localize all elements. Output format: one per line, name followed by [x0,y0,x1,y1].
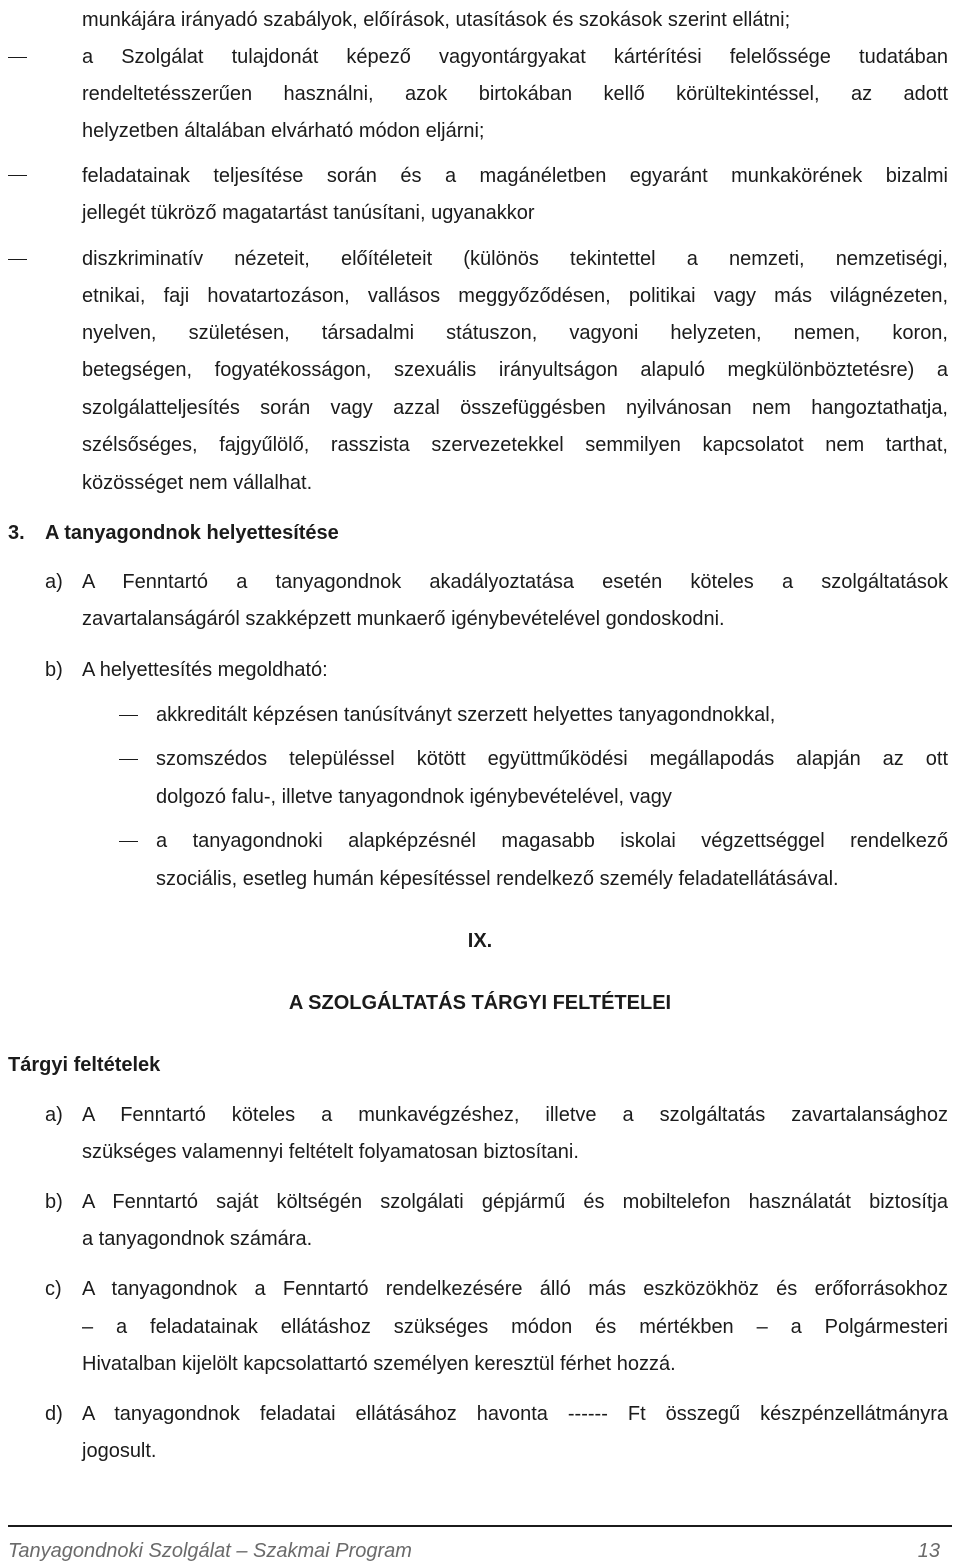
paragraph-line: munkájára irányadó szabályok, előírások, utasítások és szokások szerint ellátni; [82,9,791,31]
list-item-line: szükséges valamennyi feltételt folyamatosan biztosítani. [82,1141,579,1163]
dash-bullet-icon [119,715,138,716]
list-label: d) [45,1403,63,1425]
section-number: 3. [8,522,25,544]
bullet-line: feladatainak teljesítése során és a magánéletben egyaránt munkakörének bizalmi [82,165,948,187]
dash-bullet-icon [119,841,138,842]
footer-title: Tanyagondnoki Szolgálat – Szakmai Program [8,1540,412,1562]
chapter-number: IX. [467,930,493,952]
list-item-line: A Fenntartó köteles a munkavégzéshez, illetve a szolgáltatás zavartalansághoz [82,1104,948,1126]
page-number: 13 [917,1540,940,1562]
subsection-heading: Tárgyi feltételek [8,1054,161,1076]
list-item-line: A tanyagondnok a Fenntartó rendelkezésére álló más eszközökhöz és erőforrásokhoz [82,1278,948,1300]
list-item-line: – a feladatainak ellátáshoz szükséges módon és mértékben – a Polgármesteri [82,1316,948,1338]
list-item-line: zavartalanságáról szakképzett munkaerő igénybevételével gondoskodni. [82,608,725,630]
list-label: c) [45,1278,62,1300]
list-item-line: A helyettesítés megoldható: [82,659,328,681]
sub-bullet-line: akkreditált képzésen tanúsítványt szerzett helyettes tanyagondnokkal, [156,704,776,726]
sub-bullet-line: szociális, esetleg humán képesítéssel rendelkező személy feladatellátásával. [156,868,839,890]
dash-bullet-icon [8,259,27,260]
list-item-line: Hivatalban kijelölt kapcsolattartó személyen keresztül férhet hozzá. [82,1353,676,1375]
list-item-line: a tanyagondnok számára. [82,1228,313,1250]
list-item-line: jogosult. [82,1440,157,1462]
list-label: b) [45,659,63,681]
bullet-line: a Szolgálat tulajdonát képező vagyontárgyakat kártérítési felelőssége tudatában [82,46,948,68]
bullet-line: diszkriminatív nézeteit, előítéleteit (különös tekintettel a nemzeti, nemzetiségi, [82,248,948,270]
list-item-line: A tanyagondnok feladatai ellátásához havonta ------ Ft összegű készpénzellátmányra [82,1403,948,1425]
list-label: b) [45,1191,63,1213]
bullet-line: etnikai, faji hovatartozáson, vallásos meggyőződésen, politikai vagy más világnézeten, [82,285,948,307]
dash-bullet-icon [8,57,27,58]
section-title: A tanyagondnok helyettesítése [45,522,339,544]
footer-divider [8,1525,952,1527]
bullet-line: jellegét tükröző magatartást tanúsítani, ugyanakkor [82,202,535,224]
sub-bullet-line: szomszédos településsel kötött együttműködési megállapodás alapján az ott [156,748,948,770]
list-label: a) [45,1104,63,1126]
chapter-title: A SZOLGÁLTATÁS TÁRGYI FELTÉTELEI [288,992,672,1014]
bullet-line: nyelven, születésen, társadalmi státuszon, vagyoni helyzeten, nemen, koron, [82,322,948,344]
list-label: a) [45,571,63,593]
dash-bullet-icon [8,175,27,176]
list-item-line: A Fenntartó a tanyagondnok akadályoztatása esetén köteles a szolgáltatások [82,571,948,593]
sub-bullet-line: dolgozó falu-, illetve tanyagondnok igénybevételével, vagy [156,786,672,808]
bullet-line: rendeltetésszerűen használni, azok birtokában kellő körültekintéssel, az adott [82,83,948,105]
bullet-line: betegségen, fogyatékosságon, szexuális irányultságon alapuló megkülönböztetésre) a [82,359,948,381]
list-item-line: A Fenntartó saját költségén szolgálati gépjármű és mobiltelefon használatát biztosítja [82,1191,948,1213]
bullet-line: helyzetben általában elvárható módon eljárni; [82,120,485,142]
bullet-line: szélsőséges, fajgyűlölő, rasszista szervezetekkel semmilyen kapcsolatot nem tarthat, [82,434,948,456]
dash-bullet-icon [119,759,138,760]
bullet-line: szolgálatteljesítés során vagy azzal összefüggésben nyilvánosan nem hangoztathatja, [82,397,948,419]
sub-bullet-line: a tanyagondnoki alapképzésnél magasabb iskolai végzettséggel rendelkező [156,830,948,852]
bullet-line: közösséget nem vállalhat. [82,472,313,494]
